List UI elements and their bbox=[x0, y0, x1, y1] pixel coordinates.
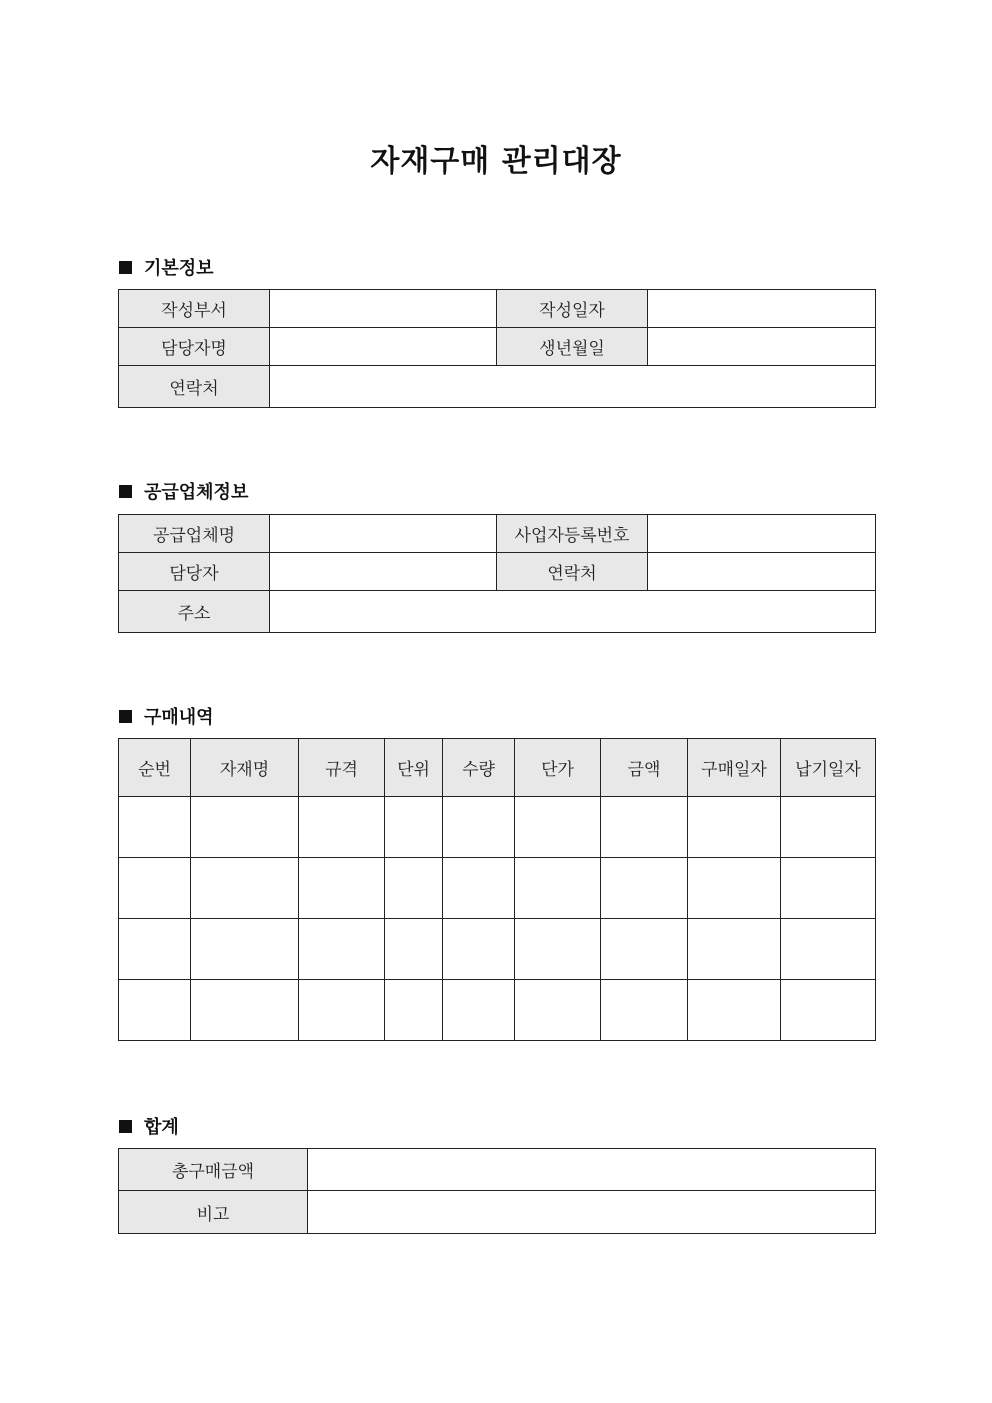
supplier-contact-label: 연락처 bbox=[497, 553, 648, 591]
table-cell[interactable] bbox=[191, 919, 299, 980]
table-cell[interactable] bbox=[515, 980, 601, 1041]
section-supplier-heading bbox=[119, 478, 248, 504]
table-cell[interactable] bbox=[443, 797, 515, 858]
table-cell[interactable] bbox=[781, 858, 876, 919]
column-header: 규격 bbox=[299, 739, 385, 797]
square-bullet-icon bbox=[119, 485, 132, 498]
purchase-header-row bbox=[119, 739, 876, 797]
table-cell[interactable] bbox=[601, 797, 688, 858]
date-label: 작성일자 bbox=[497, 290, 648, 328]
address-label: 주소 bbox=[119, 591, 270, 633]
table-cell[interactable] bbox=[601, 980, 688, 1041]
column-header: 단가 bbox=[515, 739, 601, 797]
table-cell[interactable] bbox=[119, 797, 191, 858]
supplier-name-field[interactable] bbox=[270, 515, 497, 553]
table-row bbox=[119, 919, 876, 980]
section-total-heading bbox=[119, 1113, 179, 1139]
basic-info-table bbox=[118, 289, 876, 408]
table-cell[interactable] bbox=[443, 980, 515, 1041]
table-cell[interactable] bbox=[601, 858, 688, 919]
square-bullet-icon bbox=[119, 710, 132, 723]
column-header: 단위 bbox=[385, 739, 443, 797]
table-cell[interactable] bbox=[119, 980, 191, 1041]
table-cell[interactable] bbox=[443, 919, 515, 980]
table-cell[interactable] bbox=[299, 797, 385, 858]
address-field[interactable] bbox=[270, 591, 876, 633]
section-basic-info-heading bbox=[119, 254, 214, 280]
dept-label: 작성부서 bbox=[119, 290, 270, 328]
table-cell[interactable] bbox=[119, 919, 191, 980]
total-amount-field[interactable] bbox=[308, 1149, 876, 1191]
manager-field[interactable] bbox=[270, 328, 497, 366]
table-cell[interactable] bbox=[688, 797, 781, 858]
birth-label: 생년월일 bbox=[497, 328, 648, 366]
column-header: 납기일자 bbox=[781, 739, 876, 797]
table-cell[interactable] bbox=[385, 797, 443, 858]
table-cell[interactable] bbox=[385, 858, 443, 919]
table-cell[interactable] bbox=[515, 797, 601, 858]
purchase-table bbox=[118, 738, 876, 1041]
bizno-label: 사업자등록번호 bbox=[497, 515, 648, 553]
table-cell[interactable] bbox=[299, 980, 385, 1041]
table-cell[interactable] bbox=[781, 980, 876, 1041]
table-cell[interactable] bbox=[191, 797, 299, 858]
table-cell[interactable] bbox=[601, 919, 688, 980]
section-basic-info-label: 기본정보 bbox=[144, 258, 214, 279]
column-header: 순번 bbox=[119, 739, 191, 797]
table-cell[interactable] bbox=[191, 858, 299, 919]
bizno-field[interactable] bbox=[648, 515, 876, 553]
table-cell[interactable] bbox=[385, 919, 443, 980]
supplier-person-label: 담당자 bbox=[119, 553, 270, 591]
table-cell[interactable] bbox=[515, 919, 601, 980]
table-cell[interactable] bbox=[781, 797, 876, 858]
column-header: 자재명 bbox=[191, 739, 299, 797]
column-header: 수량 bbox=[443, 739, 515, 797]
section-total-label: 합계 bbox=[144, 1117, 179, 1138]
table-cell[interactable] bbox=[299, 919, 385, 980]
table-cell[interactable] bbox=[299, 858, 385, 919]
total-table bbox=[118, 1148, 876, 1234]
note-field[interactable] bbox=[308, 1191, 876, 1234]
page-title: 자재구매 관리대장 bbox=[370, 144, 622, 179]
contact-field[interactable] bbox=[270, 366, 876, 408]
contact-label: 연락처 bbox=[119, 366, 270, 408]
section-supplier-label: 공급업체정보 bbox=[144, 482, 249, 503]
supplier-person-field[interactable] bbox=[270, 553, 497, 591]
table-cell[interactable] bbox=[515, 858, 601, 919]
table-cell[interactable] bbox=[688, 858, 781, 919]
square-bullet-icon bbox=[119, 1120, 132, 1133]
manager-label: 담당자명 bbox=[119, 328, 270, 366]
section-purchase-label: 구매내역 bbox=[144, 707, 214, 728]
note-label: 비고 bbox=[119, 1191, 308, 1234]
table-cell[interactable] bbox=[385, 980, 443, 1041]
supplier-contact-field[interactable] bbox=[648, 553, 876, 591]
column-header: 금액 bbox=[601, 739, 688, 797]
table-row bbox=[119, 980, 876, 1041]
table-cell[interactable] bbox=[191, 980, 299, 1041]
birth-field[interactable] bbox=[648, 328, 876, 366]
table-cell[interactable] bbox=[443, 858, 515, 919]
table-cell[interactable] bbox=[781, 919, 876, 980]
square-bullet-icon bbox=[119, 261, 132, 274]
table-cell[interactable] bbox=[688, 919, 781, 980]
supplier-info-table bbox=[118, 514, 876, 633]
table-row bbox=[119, 858, 876, 919]
table-row bbox=[119, 797, 876, 858]
date-field[interactable] bbox=[648, 290, 876, 328]
section-purchase-heading bbox=[119, 703, 214, 729]
dept-field[interactable] bbox=[270, 290, 497, 328]
column-header: 구매일자 bbox=[688, 739, 781, 797]
table-cell[interactable] bbox=[119, 858, 191, 919]
table-cell[interactable] bbox=[688, 980, 781, 1041]
supplier-name-label: 공급업체명 bbox=[119, 515, 270, 553]
total-amount-label: 총구매금액 bbox=[119, 1149, 308, 1191]
